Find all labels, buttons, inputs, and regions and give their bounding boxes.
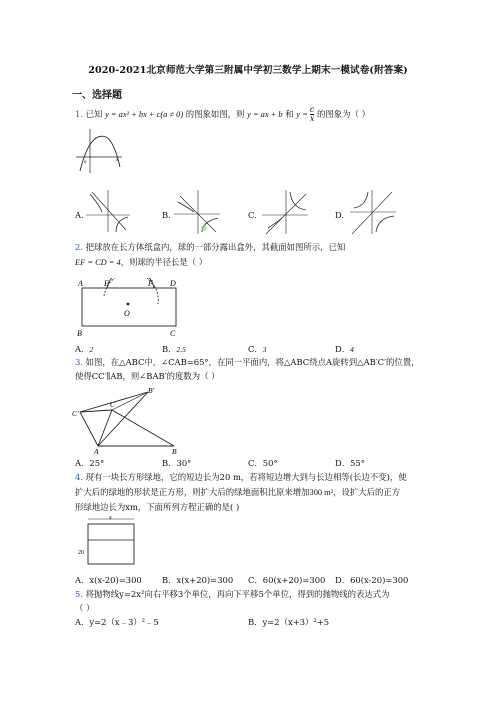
svg-text:B′: B′ bbox=[148, 386, 155, 395]
question-4-option-c: C．60(x+20)=300 bbox=[248, 575, 326, 585]
linear-expression: y = ax + b bbox=[247, 110, 283, 119]
svg-text:B: B bbox=[77, 329, 82, 338]
question-3-option-c: C．50° bbox=[248, 458, 278, 468]
svg-text:x: x bbox=[116, 158, 119, 163]
question-1-option-b: B. bbox=[162, 210, 171, 220]
svg-text:C′: C′ bbox=[72, 409, 79, 418]
question-4-rectangle-diagram bbox=[76, 514, 138, 568]
option-c-graph bbox=[262, 188, 310, 236]
question-3-option-b: B．30° bbox=[162, 458, 192, 468]
question-2-stem-line1: 2. 把球放在长方体纸盒内，球的一部分露出盒外，其截面如图所示，已知 bbox=[75, 242, 346, 252]
option-d-graph bbox=[350, 188, 398, 236]
svg-text:o: o bbox=[84, 160, 87, 165]
question-number: 1. bbox=[75, 109, 83, 119]
svg-text:x: x bbox=[109, 515, 112, 521]
question-4-stem-line2: 扩大后的绿地的形状是正方形，则扩大后的绿地面积比原来增加300 m²，设扩大后的正方 bbox=[75, 487, 401, 497]
fraction: $\frac{c}{x}$ bbox=[309, 105, 315, 123]
svg-text:A: A bbox=[94, 447, 99, 454]
document-title: 2020-2021北京师范大学第三附属中学初三数学上期末一模试卷(附答案) bbox=[88, 65, 408, 76]
svg-text:C: C bbox=[170, 329, 176, 338]
question-2-option-a: A．2 bbox=[75, 344, 94, 354]
question-2-sphere-box-diagram bbox=[74, 278, 186, 338]
question-1-option-d: D. bbox=[335, 210, 345, 220]
question-5-stem-line1: 5. 将抛物线y=2x²向右平移3个单位，再向下平移5个单位，得到的抛物线的表达式为 bbox=[75, 589, 390, 599]
question-3-rotation-diagram bbox=[72, 384, 188, 454]
svg-text:D: D bbox=[170, 279, 176, 288]
question-4-option-a: A．x(x-20)=300 bbox=[75, 575, 142, 585]
question-4-stem-line3: 形绿地边长为xm，下面所列方程正确的是( ) bbox=[75, 502, 240, 512]
question-2-option-d: D．4 bbox=[335, 344, 354, 354]
question-2-option-b: B．2.5 bbox=[162, 344, 186, 354]
svg-text:A: A bbox=[78, 279, 83, 288]
svg-text:E: E bbox=[104, 279, 109, 288]
section-heading: 一、选择题 bbox=[72, 90, 122, 101]
svg-text:B: B bbox=[172, 447, 177, 454]
question-1-option-a: A. bbox=[75, 210, 84, 220]
option-a-graph bbox=[86, 188, 132, 234]
question-4-option-d: D．60(x-20)=300 bbox=[335, 575, 409, 585]
ef-cd-expression: EF = CD = 4 bbox=[75, 258, 121, 267]
question-1-stem: 1. 已知 y = ax² + bx + c(a ≠ 0) 的图象如图，则 y = ax + b 和 y = $\frac{c}{x}$ 的图象为（ ） bbox=[75, 105, 370, 123]
question-5-option-b: B．y=2（x+3）²+5 bbox=[248, 617, 330, 627]
svg-text:F: F bbox=[148, 279, 153, 288]
quadratic-expression: y = ax² + bx + c(a ≠ 0) bbox=[105, 110, 184, 119]
area-increase: 300 m² bbox=[309, 488, 334, 497]
question-3-option-d: D．55° bbox=[335, 458, 365, 468]
question-3-stem-line2: 使得CC′∥AB，则∠BAB′的度数为（ ） bbox=[75, 371, 220, 381]
question-4-option-b: B．x(x+20)=300 bbox=[162, 575, 234, 585]
svg-text:O: O bbox=[124, 309, 130, 318]
question-4-stem-line1: 4. 现有一块长方形绿地，它的短边长为20 m，若将短边增大到与长边相等(长边不变)，使 bbox=[75, 472, 407, 482]
question-3-stem-line1: 3. 如图，在△ABC中，∠CAB=65°，在同一平面内，将△ABC绕点A旋转到△AB′C′的位置， bbox=[75, 357, 420, 367]
option-b-graph bbox=[174, 188, 222, 236]
question-5-option-a: A．y=2（x﹣3）²﹣5 bbox=[75, 617, 159, 627]
question-2-option-c: C．3 bbox=[248, 344, 267, 354]
question-5-stem-line2: （ ） bbox=[75, 603, 95, 613]
question-3-option-a: A．25° bbox=[75, 458, 105, 468]
question-1-option-c: C. bbox=[248, 210, 257, 220]
question-2-stem-line2: EF = CD = 4，则球的半径长是（ ） bbox=[75, 257, 208, 267]
svg-text:20: 20 bbox=[78, 550, 84, 556]
svg-text:C: C bbox=[110, 400, 116, 409]
question-1-parabola-graph bbox=[76, 127, 124, 175]
